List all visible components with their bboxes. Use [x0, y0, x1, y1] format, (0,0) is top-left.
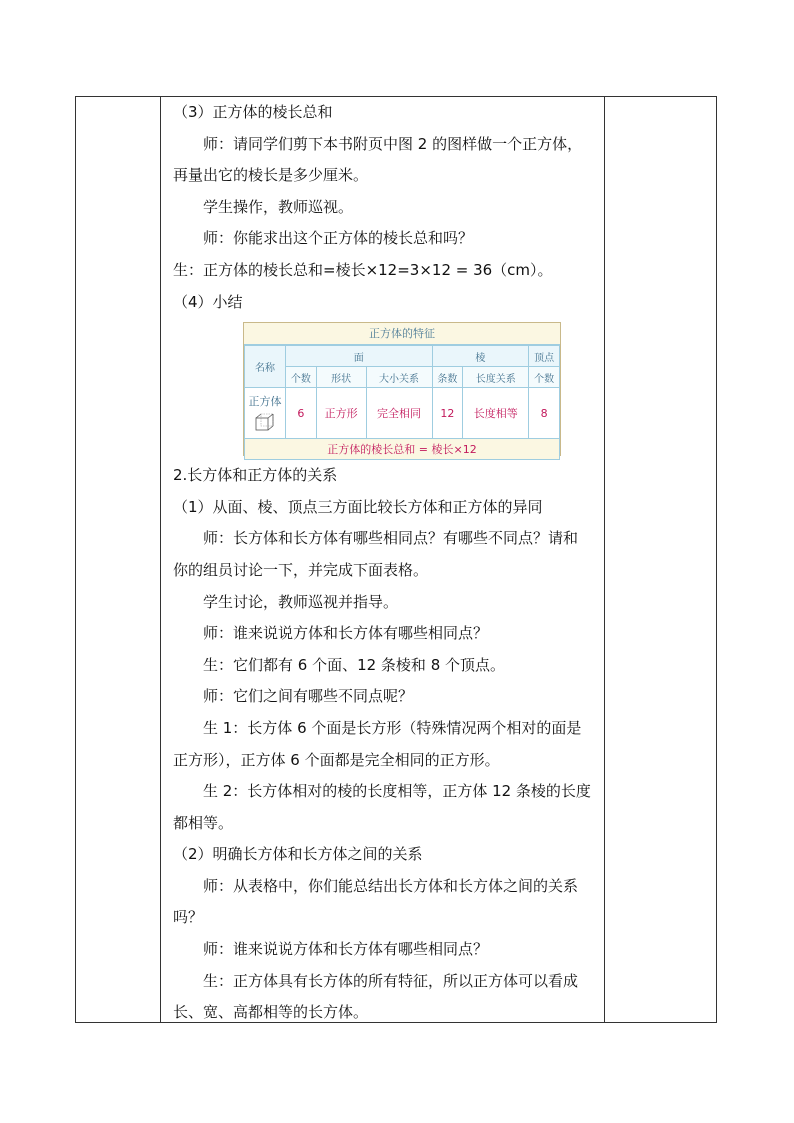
- sub-header: 个数: [286, 367, 317, 388]
- formula-row: 正方体的棱长总和 = 棱长×12: [245, 439, 560, 460]
- row-name-cell: [245, 388, 286, 439]
- value-cell: 8: [529, 388, 560, 439]
- text-line: 2.长方体和正方体的关系: [173, 466, 338, 485]
- paragraph-block-2: [173, 460, 600, 1029]
- cube-features-table: [243, 322, 561, 456]
- features-grid: [244, 345, 560, 460]
- row-name: 正方体: [248, 394, 282, 408]
- group-header-edge: 棱: [432, 346, 529, 367]
- cube-icon: [255, 413, 275, 434]
- sub-header: 长度关系: [463, 367, 529, 388]
- text-line: 生：它们都有 6 个面、12 条棱和 8 个顶点。: [203, 655, 506, 674]
- sub-header: 形状: [316, 367, 366, 388]
- text-line: （3）正方体的棱长总和: [173, 103, 333, 121]
- sub-header: 大小关系: [366, 367, 432, 388]
- text-line: 学生操作，教师巡视。: [203, 197, 354, 216]
- text-line: 你的组员讨论一下，并完成下面表格。: [173, 560, 429, 579]
- column-divider-right: [604, 97, 605, 1022]
- text-line: 师：谁来说说方体和长方体有哪些相同点？: [203, 624, 489, 643]
- value-cell: 正方形: [316, 388, 366, 439]
- text-line: 再量出它的棱长是多少厘米。: [173, 166, 369, 185]
- value-cell: 完全相同: [366, 388, 432, 439]
- text-line: 生：正方体的棱长总和=棱长×12=3×12 = 36（cm）。: [173, 260, 553, 279]
- lesson-table: [75, 96, 717, 1023]
- text-line: 学生讨论，教师巡视并指导。: [203, 592, 399, 611]
- text-line: （2）明确长方体和长方体之间的关系: [173, 845, 423, 864]
- text-line: 长、宽、高都相等的长方体。: [173, 1003, 369, 1022]
- sub-header: 个数: [529, 367, 560, 388]
- value-cell: 长度相等: [463, 388, 529, 439]
- text-line: （4）小结: [173, 292, 243, 311]
- text-line: 都相等。: [173, 813, 234, 832]
- table-title: 正方体的特征: [244, 323, 560, 345]
- text-line: 吗？: [173, 908, 204, 927]
- sub-header: 条数: [432, 367, 463, 388]
- name-header: 名称: [245, 346, 286, 388]
- text-line: 正方形），正方体 6 个面都是完全相同的正方形。: [173, 750, 500, 769]
- text-line: 生 1：长方体 6 个面是长方形（特殊情况两个相对的面是: [203, 718, 582, 737]
- text-line: 师：长方体和长方体有哪些相同点？有哪些不同点？请和: [203, 529, 579, 548]
- text-line: 生 2：长方体相对的棱的长度相等，正方体 12 条棱的长度: [203, 782, 591, 801]
- text-line: （1）从面、棱、顶点三方面比较长方体和正方体的异同: [173, 497, 543, 516]
- text-line: 生：正方体具有长方体的所有特征，所以正方体可以看成: [203, 971, 579, 990]
- value-cell: 12: [432, 388, 463, 439]
- text-line: 师：谁来说说方体和长方体有哪些相同点？: [203, 940, 489, 959]
- text-line: 师：你能求出这个正方体的棱长总和吗？: [203, 229, 474, 248]
- group-header-face: 面: [286, 346, 433, 367]
- group-header-vertex: 顶点: [529, 346, 560, 367]
- paragraph-block-1: [173, 97, 600, 318]
- text-line: 师：它们之间有哪些不同点呢？: [203, 687, 414, 706]
- main-content-cell: [161, 97, 604, 1029]
- text-line: 师：从表格中，你们能总结出长方体和长方体之间的关系: [203, 876, 579, 895]
- text-line: 师：请同学们剪下本书附页中图 2 的图样做一个正方体，: [203, 134, 583, 153]
- value-cell: 6: [286, 388, 317, 439]
